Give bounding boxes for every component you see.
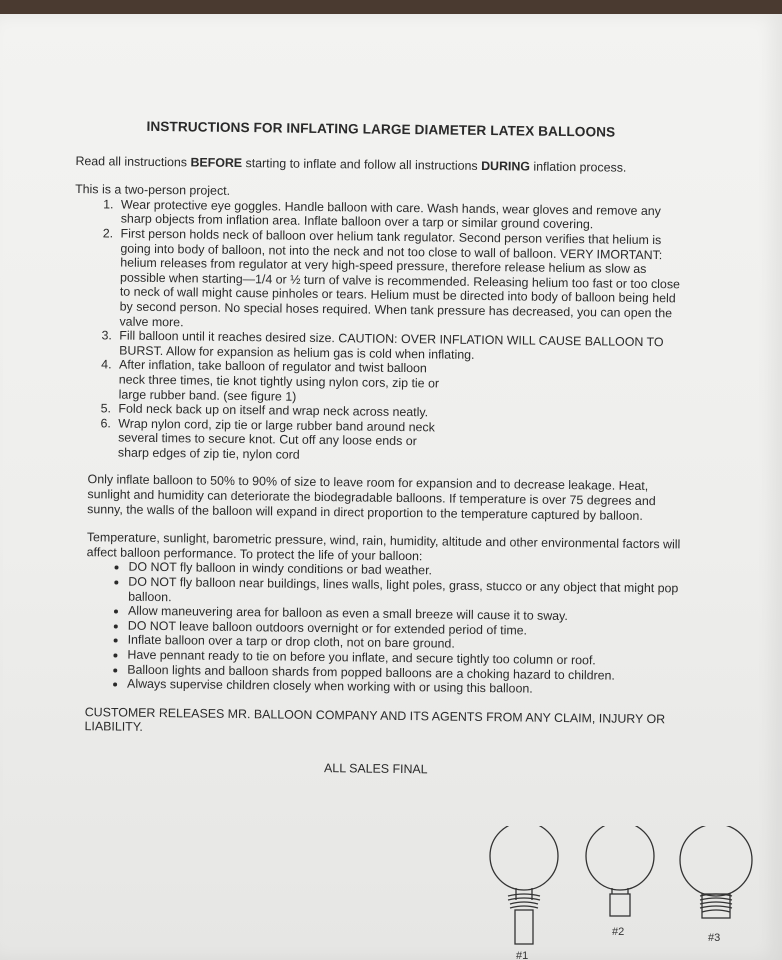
balloon-3-wrap: [700, 894, 732, 912]
instruction-steps: [72, 197, 685, 467]
step-item: 1. Wear protective eye goggles. Handle balloon with care. Wash hands, wear gloves and remove any sharp objects from inflation area. Inflate balloon over a tarp or similar ground covering.: [117, 197, 685, 233]
bullet-item: • Allow maneuvering area for balloon as even a small breeze will cause it to sway.: [128, 604, 680, 625]
balloon-1-stem: [515, 910, 533, 944]
intro-text-3: inflation process.: [529, 159, 627, 175]
balloon-1-wrap: [508, 894, 540, 908]
environment-paragraph: Temperature, sunlight, barometric pressure, wind, rain, humidity, altitude and other environmental factors will affect balloon performance. To protect the life of your balloon:: [86, 530, 681, 564]
step-item: 2. First person holds neck of balloon over helium tank regulator. Second person verifies that helium is going into body of balloon, not into the neck and not too close to wall of balloon. VERY IMORTANT: helium releases from regulator at very high-speed pressure, therefore release helium as slow as possible when starting—1/4 or ½ turn of valve is recommended. Releasing helium too fast or too close to neck of wall might cause pinholes or tears. Helium must be directed into body of balloon being held by second person. No special hoses required. When tank pressure has decreased, you can open the valve more.: [115, 226, 684, 335]
figure-3-label: #3: [708, 932, 721, 944]
customer-release: CUSTOMER RELEASES MR. BALLOON COMPANY AND ITS AGENTS FROM ANY CLAIM, INJURY OR LIABILITY.: [84, 704, 666, 735]
bullet-item: • Have pennant ready to tie on before you inflate, and secure tightly too column or roof.: [127, 648, 679, 669]
figure-1-label: #1: [516, 950, 529, 960]
document-page: [0, 14, 782, 960]
bullet-item: • Inflate balloon over a tarp or drop cloth, not on bare ground.: [128, 633, 680, 654]
intro-text-2: starting to inflate and follow all instructions: [242, 155, 482, 173]
balloon-3-body: [680, 826, 752, 896]
bullet-item: • Always supervise children closely when working with or using this balloon.: [127, 677, 679, 698]
intro-bold-during: DURING: [481, 158, 531, 174]
step-item: 3. Fill balloon until it reaches desired size. CAUTION: OVER INFLATION WILL CAUSE BALLOON TO BURST. Allow for expansion as helium gas is cold when inflating.: [115, 329, 683, 365]
balloon-1-body: [490, 826, 558, 890]
project-line: This is a two-person project.: [75, 182, 231, 199]
figure-2-label: #2: [612, 926, 625, 938]
safety-bullets: [69, 559, 681, 698]
intro-text-1: Read all instructions: [75, 153, 191, 169]
sales-final: ALL SALES FINAL: [324, 761, 428, 777]
bullet-item: • DO NOT fly balloon in windy conditions or bad weather.: [128, 560, 680, 581]
bullet-item: • DO NOT fly balloon near buildings, lines walls, light poles, grass, stucco or any object that might pop balloon.: [128, 575, 680, 611]
document-body: [68, 119, 686, 780]
inflation-paragraph: Only inflate balloon to 50% to 90% of size to leave room for expansion and to decrease leakage. Heat, sunlight and humidity can deteriorate the biodegradable balloons. If temperature is over 75 degrees and sunny, the walls of the balloon will expand in direct proportion to the temperature captured by balloon.: [87, 472, 656, 523]
bullet-item: • Balloon lights and balloon shards from popped balloons are a choking hazard to children.: [127, 662, 679, 683]
document-title: INSTRUCTIONS FOR INFLATING LARGE DIAMETER LATEX BALLOONS: [146, 118, 616, 140]
intro-paragraph: [75, 154, 685, 176]
balloon-2-body: [586, 826, 654, 890]
step-item: 4. After inflation, take balloon of regulator and twist balloon neck three times, tie knot tightly using nylon cors, zip tie or large rubber band. (see figure 1): [115, 358, 450, 406]
bullet-item: • DO NOT leave balloon outdoors overnight or for extended period of time.: [128, 618, 680, 639]
intro-bold-before: BEFORE: [190, 154, 243, 170]
balloon-figures: [488, 826, 758, 960]
step-item: 6. Wrap nylon cord, zip tie or large rubber band around neck several times to secure knot. Cut off any loose ends or sharp edges of zip tie, nylon cord: [114, 416, 439, 464]
balloon-2-stem: [610, 894, 630, 916]
step-item: 5. Fold neck back up on itself and wrap neck across neatly.: [114, 402, 682, 424]
